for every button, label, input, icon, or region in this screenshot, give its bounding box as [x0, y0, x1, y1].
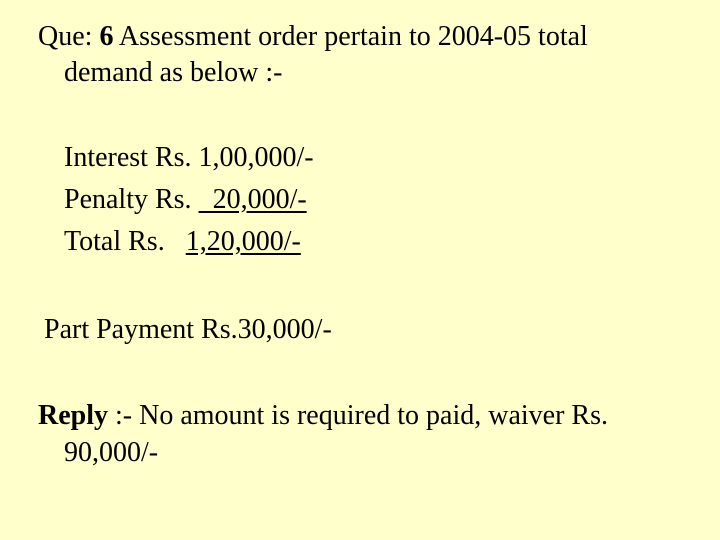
reply-label: Reply	[38, 400, 108, 431]
penalty-row	[64, 183, 307, 217]
total-amount: 1,20,000/-	[185, 226, 301, 257]
penalty-amount: 20,000/-	[198, 184, 307, 215]
part-payment-line	[44, 313, 332, 347]
reply-line-2	[64, 436, 158, 470]
question-line-2	[64, 56, 283, 90]
total-row	[64, 225, 301, 259]
question-text-2: demand as below :-	[64, 57, 283, 88]
interest-label: Interest Rs.	[64, 142, 199, 173]
question-text-1: Assessment order pertain to 2004-05 total	[118, 21, 588, 52]
reply-text-1: :- No amount is required to paid, waiver Rs.	[108, 400, 609, 431]
question-number: 6	[99, 21, 114, 52]
reply-line-1	[38, 399, 608, 433]
question-label: Que:	[38, 21, 93, 52]
part-payment-text: Part Payment Rs.30,000/-	[44, 314, 332, 345]
penalty-label: Penalty Rs.	[64, 184, 199, 215]
reply-text-2: 90,000/-	[64, 437, 159, 468]
total-label: Total Rs.	[64, 226, 186, 257]
question-line-1	[38, 20, 588, 54]
interest-amount: 1,00,000/-	[198, 142, 314, 173]
interest-row	[64, 141, 314, 175]
